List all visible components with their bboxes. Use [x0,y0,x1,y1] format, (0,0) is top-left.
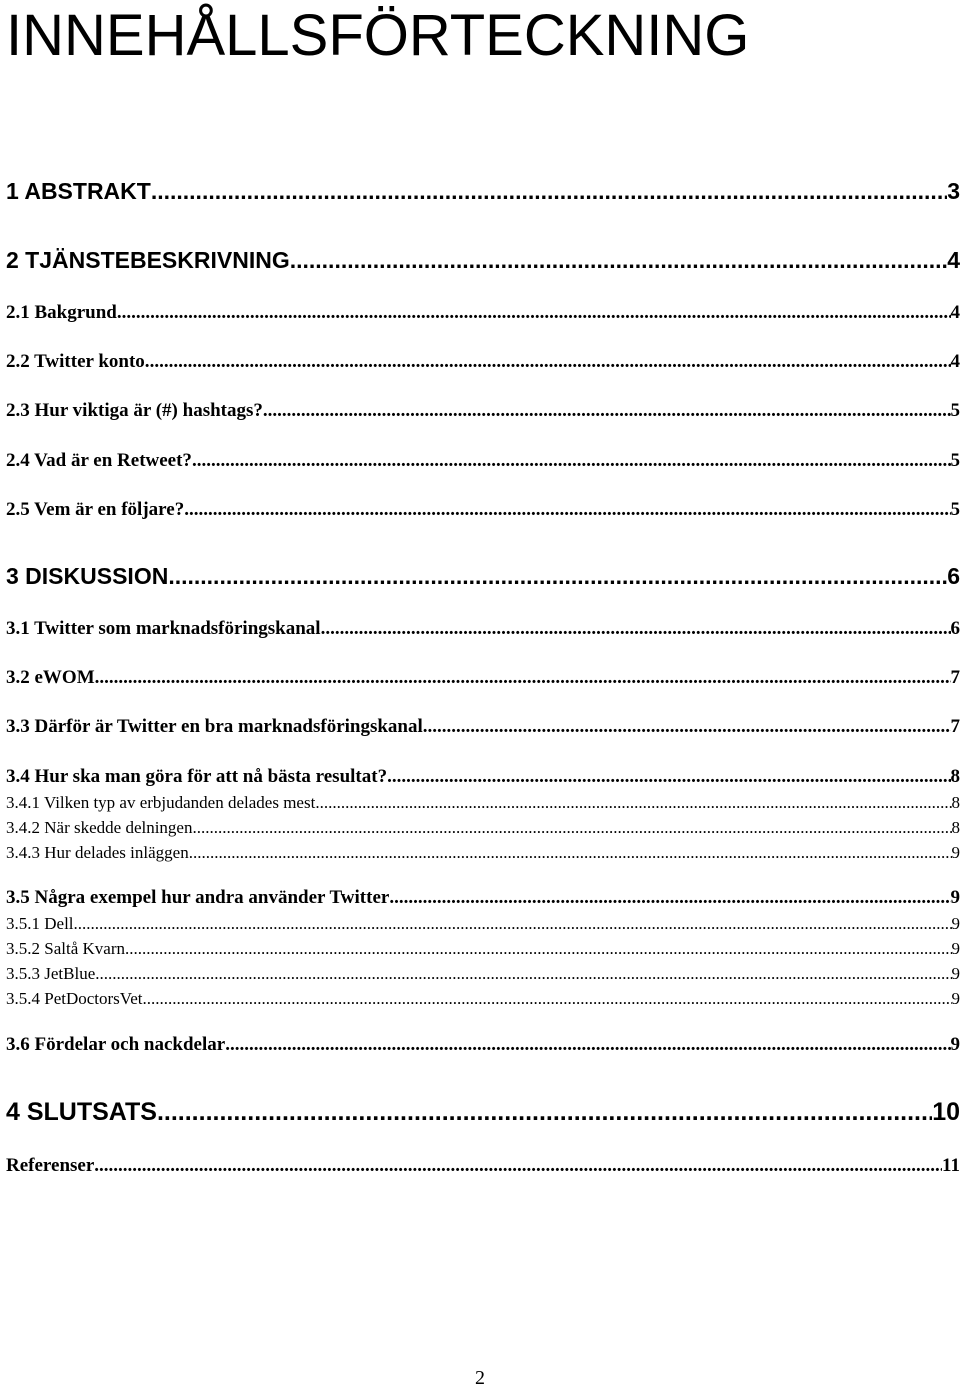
toc-entry[interactable] [6,618,960,640]
toc-entry-page: 7 [951,667,960,689]
toc-entry-label: 2.4 Vad är en Retweet? [6,450,192,472]
toc-entry-page: 8 [952,793,960,813]
toc-entry-label: 3.4.3 Hur delades inläggen [6,843,189,863]
toc-entry-page: 10 [932,1098,960,1127]
toc-entry-label: 1 ABSTRAKT [6,178,151,205]
toc-entry-page: 6 [951,618,960,640]
toc-entry-label: 3.5.1 Dell [6,914,74,934]
toc-entry-label: 2.2 Twitter konto. [6,351,150,373]
toc-entry-label: Referenser [6,1155,94,1177]
toc-entry-label: 3.5.4 PetDoctorsVet [6,989,142,1009]
toc-entry[interactable] [6,887,960,909]
toc-entry-page: 9 [952,914,960,934]
toc-entry-page: 3 [947,178,960,205]
toc-entry[interactable] [6,563,960,590]
toc-entry-page: 9 [952,939,960,959]
toc-entry[interactable] [6,499,960,521]
toc-entry-label: 3.6 Fördelar och nackdelar [6,1034,225,1056]
toc-entry[interactable] [6,302,960,324]
toc-entry-label: 4 SLUTSATS [6,1098,157,1127]
toc-entry[interactable] [6,989,960,1009]
toc-entry-label: 3.4.1 Vilken typ av erbjudanden delades mest [6,793,315,813]
toc-entry-label: 3.5 Några exempel hur andra använder Twitter [6,887,389,909]
toc-entry-page: 4 [951,302,960,324]
toc-entry-page: 5 [951,400,960,422]
toc-entry[interactable] [6,766,960,788]
toc-entry-label: 2.5 Vem är en följare? [6,499,184,521]
toc-entry-page: 6 [947,563,960,590]
toc-entry[interactable] [6,793,960,813]
toc-entry-label: 3.3 Därför är Twitter en bra marknadsföringskanal [6,716,423,738]
toc-entry-page: 5 [951,450,960,472]
toc-entry[interactable] [6,178,960,205]
toc-entry-page: 9 [952,989,960,1009]
toc-entry-label: 2.1 Bakgrund [6,302,117,324]
toc-entry[interactable] [6,351,960,373]
toc-entry[interactable] [6,818,960,838]
toc-entry-page: 4 [947,247,960,274]
toc-title: INNEHÅLLSFÖRTECKNING [6,0,749,72]
toc-entry[interactable] [6,964,960,984]
toc-entry-page: 8 [952,818,960,838]
toc-entry-page: 9 [951,1034,960,1056]
toc-entry[interactable] [6,939,960,959]
toc-entry-label: 3.1 Twitter som marknadsföringskanal [6,618,321,640]
toc-entry-label: 3.4.2 När skedde delningen [6,818,192,838]
toc-entry-page: 8 [951,766,960,788]
toc-entry-label: 3 DISKUSSION [6,563,168,590]
toc-entry[interactable] [6,667,960,689]
toc-entry-label: 3.4 Hur ska man göra för att nå bästa resultat? [6,766,387,788]
toc-entry-label: 2.3 Hur viktiga är (#) hashtags? [6,400,263,422]
toc-entry[interactable] [6,914,960,934]
toc-entry-label: 3.5.2 Saltå Kvarn [6,939,125,959]
toc-entry-label: 3.5.3 JetBlue [6,964,95,984]
toc-entry[interactable] [6,843,960,863]
toc-entry[interactable] [6,247,960,274]
toc-entry[interactable] [6,450,960,472]
toc-entry-page: 4 [951,351,960,373]
toc-entry-page: 11 [942,1155,960,1177]
toc-entry[interactable] [6,716,960,738]
toc-entry-page: 9 [952,964,960,984]
toc-entry-page: 7 [951,716,960,738]
toc-entry-page: 5 [951,499,960,521]
page-number: 2 [0,1366,960,1390]
toc-entry[interactable] [6,400,960,422]
toc-entry-label: 3.2 eWOM [6,667,95,689]
toc-entry-page: 9 [952,843,960,863]
toc-entry-label: 2 TJÄNSTEBESKRIVNING [6,247,290,274]
toc-entry-page: 9 [951,887,960,909]
toc-entry[interactable] [6,1155,960,1177]
toc-entry[interactable] [6,1098,960,1127]
toc-entry[interactable] [6,1034,960,1056]
